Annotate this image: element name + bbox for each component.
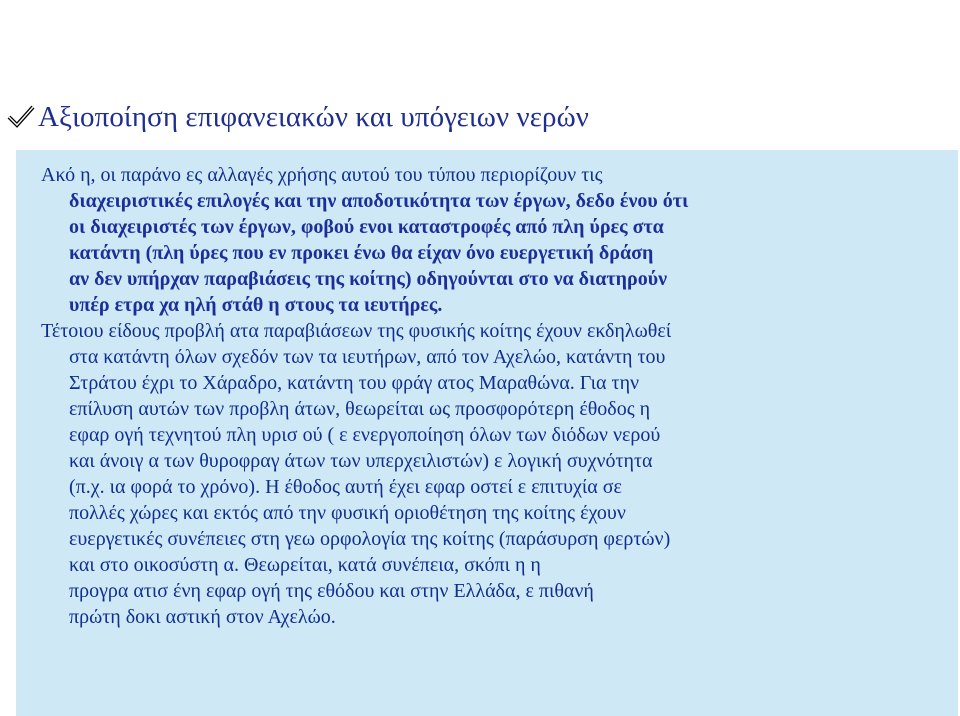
paragraph-2-line: ευεργετικές συνέπειες στη γεω ορφολογία της κοίτης (παράσυρση φερτών) bbox=[69, 528, 671, 550]
paragraph-1-line: υπέρ ετρα χα ηλή στάθ η στους τα ιευτήρες. bbox=[69, 294, 443, 316]
paragraph-1-line: διαχειριστικές επιλογές και την αποδοτικότητα των έργων, δεδο ένου ότι bbox=[69, 190, 689, 212]
paragraph-2-line: Τέτοιου είδους προβλή ατα παραβιάσεων της φυσικής κοίτης έχουν εκδηλωθεί bbox=[41, 320, 672, 342]
paragraph-1-line: αν δεν υπήρχαν παραβιάσεις της κοίτης) οδηγούνται στο να διατηρούν bbox=[69, 268, 668, 290]
paragraph-2-line: επίλυση αυτών των προβλη άτων, θεωρείται ως προσφορότερη έθοδος η bbox=[69, 398, 651, 420]
paragraph-2-line: πολλές χώρες και εκτός από την φυσική οριοθέτηση της κοίτης έχουν bbox=[69, 502, 626, 524]
paragraph-2-line: (π.χ. ια φορά το χρόνο). Η έθοδος αυτή έχει εφαρ οστεί ε επιτυχία σε bbox=[69, 476, 622, 498]
paragraph-2-line: πρώτη δοκι αστική στον Αχελώο. bbox=[69, 606, 336, 628]
paragraph-2-line: εφαρ ογή τεχνητού πλη υρισ ού ( ε ενεργοποίηση όλων των διόδων νερού bbox=[69, 424, 661, 446]
paragraph-1-line: Ακό η, οι παράνο ες αλλαγές χρήσης αυτού του τύπου περιορίζουν τις bbox=[41, 164, 603, 186]
paragraph-2-line: Στράτου έχρι το Χάραδρο, κατάντη του φράγ ατος Μαραθώνα. Για την bbox=[69, 372, 640, 394]
paragraph-2-line: και στο οικοσύστη α. Θεωρείται, κατά συνέπεια, σκόπι η η bbox=[69, 554, 541, 576]
paragraph-2-line: στα κατάντη όλων σχεδόν των τα ιευτήρων, από τον Αχελώο, κατάντη του bbox=[69, 346, 666, 368]
paragraph-1-line: οι διαχειριστές των έργων, φοβού ενοι καταστροφές από πλη ύρες στα bbox=[69, 216, 664, 238]
check-arrow-icon bbox=[4, 99, 38, 135]
paragraph-2-line: και άνοιγ α των θυροφραγ άτων των υπερχειλιστών) ε λογική συχνότητα bbox=[69, 450, 653, 472]
slide-title: Αξιοποίηση επιφανειακών και υπόγειων νερών bbox=[38, 100, 589, 133]
paragraph-2 bbox=[41, 318, 921, 630]
title-row bbox=[0, 86, 960, 148]
header-band bbox=[0, 0, 960, 82]
paragraph-1 bbox=[41, 162, 921, 318]
paragraph-2-line: προγρα ατισ ένη εφαρ ογή της εθόδου και στην Ελλάδα, ε πιθανή bbox=[69, 580, 594, 602]
paragraph-1-line: κατάντη (πλη ύρες που εν προκει ένω θα είχαν όνο ευεργετική δράση bbox=[69, 242, 654, 264]
